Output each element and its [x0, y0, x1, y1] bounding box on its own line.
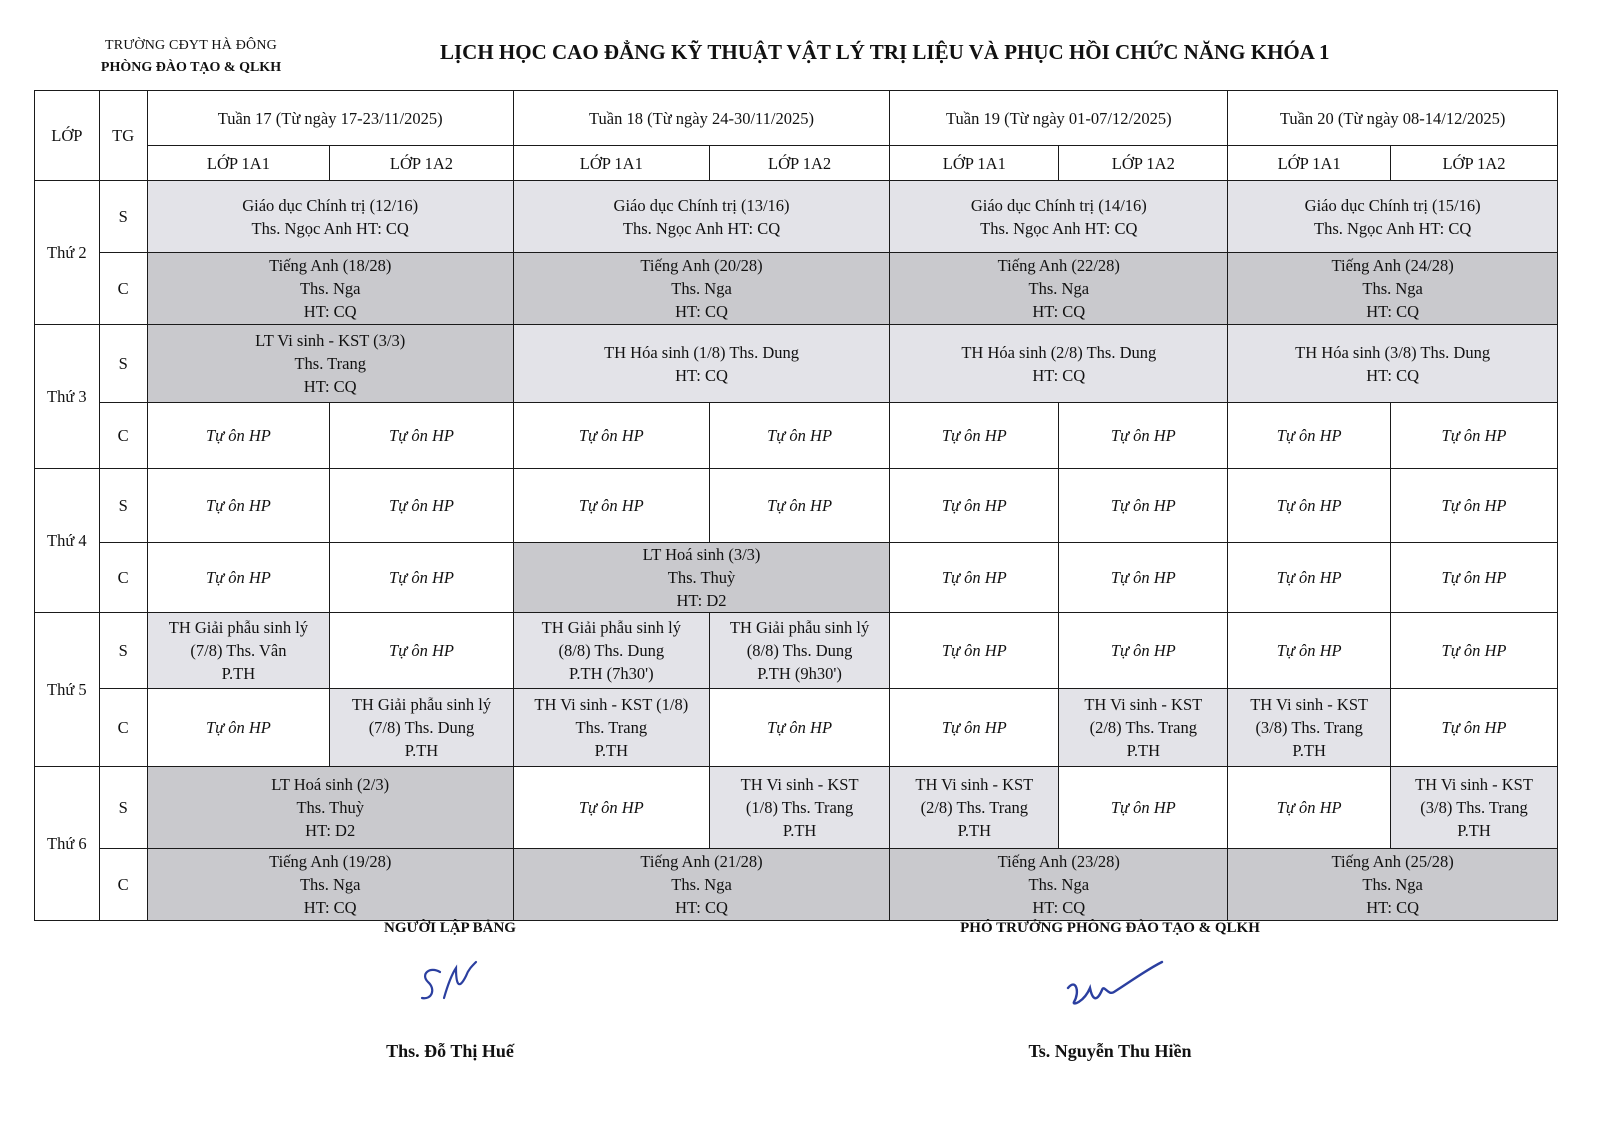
session-label: C [99, 403, 147, 469]
self-study-cell [1228, 543, 1391, 613]
cell-text-line: Ths. Trang [575, 718, 648, 737]
cell-text-line: P.TH [957, 821, 992, 840]
cell-text-line: LT Hoá sinh (3/3) [642, 545, 761, 564]
cell-text-line: TH Giải phẫu sinh lý [541, 618, 681, 637]
class-session-cell [513, 325, 890, 403]
class-session-cell [1228, 689, 1391, 767]
cell-text-line: Giáo dục Chính trị (14/16) [970, 195, 1147, 215]
class-session-cell [513, 181, 890, 253]
self-study-cell [147, 469, 330, 543]
signature-section [0, 920, 1600, 1080]
class-session-cell [890, 767, 1059, 849]
cell-text-line: Tự ôn HP [389, 496, 454, 515]
cell-text-line: Tự ôn HP [941, 496, 1007, 515]
cell-text-line: Tự ôn HP [941, 641, 1007, 660]
cell-text-line: Ths. Thuỳ [296, 798, 364, 817]
self-study-cell [1228, 767, 1391, 849]
self-study-cell [147, 689, 330, 767]
class-header: LỚP 1A2 [1391, 146, 1558, 181]
cell-text-line: Ths. Ngọc Anh HT: CQ [251, 218, 409, 238]
cell-text-line: Tự ôn HP [767, 426, 833, 445]
class-session-cell [890, 253, 1228, 325]
class-session-cell [1059, 689, 1228, 767]
self-study-cell [890, 469, 1059, 543]
day-label: Thứ 4 [35, 469, 100, 613]
cell-text-line: (3/8) Ths. Trang [1255, 718, 1363, 737]
self-study-cell [330, 543, 514, 613]
cell-text-line: (7/8) Ths. Vân [190, 641, 287, 660]
week-header: Tuần 20 (Từ ngày 08-14/12/2025) [1228, 91, 1558, 146]
cell-text-line: Ths. Nga [299, 875, 361, 894]
session-label: C [99, 689, 147, 767]
cell-text-line: Tự ôn HP [1441, 641, 1507, 660]
column-header-tg: TG [99, 91, 147, 181]
session-label: C [99, 849, 147, 921]
cell-text-line: LT Hoá sinh (2/3) [271, 775, 390, 794]
class-session-cell [709, 767, 889, 849]
self-study-cell [1059, 543, 1228, 613]
schedule-row [35, 253, 1558, 325]
preparer-name: Ths. Đỗ Thị Huế [386, 1041, 514, 1061]
class-header: LỚP 1A1 [890, 146, 1059, 181]
cell-text-line: (1/8) Ths. Trang [745, 798, 854, 817]
preparer-role: NGƯỜI LẬP BẢNG [384, 920, 516, 936]
self-study-cell [1391, 403, 1558, 469]
cell-text-line: Tiếng Anh (25/28) [1331, 852, 1454, 871]
department-name: PHÒNG ĐÀO TẠO & QLKH [100, 60, 282, 75]
cell-text-line: P.TH [782, 821, 817, 840]
self-study-cell [890, 543, 1059, 613]
cell-text-line: P.TH [404, 741, 439, 760]
self-study-cell [1059, 613, 1228, 689]
class-session-cell [147, 613, 330, 689]
schedule-row [35, 689, 1558, 767]
class-header: LỚP 1A1 [513, 146, 709, 181]
self-study-cell [330, 613, 514, 689]
cell-text-line: Tự ôn HP [389, 568, 454, 587]
cell-text-line: Ths. Nga [1028, 875, 1090, 894]
cell-text-line: P.TH (7h30') [569, 664, 654, 683]
cell-text-line: Tự ôn HP [1276, 426, 1342, 445]
session-label: S [99, 325, 147, 403]
cell-text-line: HT: CQ [1032, 898, 1086, 917]
cell-text-line: (2/8) Ths. Trang [920, 798, 1029, 817]
preparer-handwritten-signature [340, 953, 560, 1019]
cell-text-line: HT: CQ [1032, 302, 1086, 321]
self-study-cell [1391, 543, 1558, 613]
self-study-cell [709, 689, 889, 767]
schedule-row [35, 849, 1558, 921]
cell-text-line: Tự ôn HP [1276, 641, 1342, 660]
cell-text-line: Giáo dục Chính trị (15/16) [1304, 195, 1481, 215]
cell-text-line: Ths. Thuỳ [667, 568, 736, 587]
self-study-cell [709, 403, 889, 469]
cell-text-line: TH Vi sinh - KST (1/8) [534, 695, 689, 714]
day-label: Thứ 2 [35, 181, 100, 325]
cell-text-line: Tự ôn HP [205, 718, 271, 737]
cell-text-line: Tự ôn HP [205, 568, 271, 587]
cell-text-line: P.TH (9h30') [757, 664, 842, 683]
cell-text-line: Tự ôn HP [767, 496, 833, 515]
self-study-cell [890, 403, 1059, 469]
class-session-cell [513, 689, 709, 767]
cell-text-line: Tự ôn HP [1110, 496, 1176, 515]
cell-text-line: Ths. Nga [671, 279, 732, 298]
cell-text-line: TH Vi sinh - KST [1084, 695, 1203, 714]
cell-text-line: HT: CQ [303, 898, 357, 917]
cell-text-line: (7/8) Ths. Dung [368, 718, 475, 737]
schedule-row [35, 767, 1558, 849]
approver-role: PHÓ TRƯỞNG PHÒNG ĐÀO TẠO & QLKH [960, 920, 1260, 936]
self-study-cell [890, 613, 1059, 689]
self-study-cell [330, 403, 514, 469]
cell-text-line: TH Giải phẫu sinh lý [729, 618, 870, 637]
cell-text-line: Ths. Nga [671, 875, 732, 894]
cell-text-line: HT: CQ [303, 302, 357, 321]
class-session-cell [709, 613, 889, 689]
session-label: C [99, 253, 147, 325]
cell-text-line: HT: CQ [1366, 302, 1420, 321]
session-label: S [99, 181, 147, 253]
cell-text-line: HT: D2 [676, 591, 727, 610]
class-session-cell [147, 181, 513, 253]
schedule-row [35, 403, 1558, 469]
self-study-cell [513, 767, 709, 849]
class-header: LỚP 1A2 [1059, 146, 1228, 181]
cell-text-line: Tự ôn HP [1110, 798, 1176, 817]
cell-text-line: (3/8) Ths. Trang [1420, 798, 1528, 817]
week-header: Tuần 19 (Từ ngày 01-07/12/2025) [890, 91, 1228, 146]
cell-text-line: Tự ôn HP [578, 496, 644, 515]
schedule-row [35, 613, 1558, 689]
class-session-cell [147, 253, 513, 325]
document-title: LỊCH HỌC CAO ĐẲNG KỸ THUẬT VẬT LÝ TRỊ LIỆU VÀ PHỤC HỒI CHỨC NĂNG KHÓA 1 [440, 40, 1330, 64]
column-header-lop: LỚP [35, 91, 100, 181]
cell-text-line: Tự ôn HP [1276, 798, 1342, 817]
schedule-table [34, 90, 1558, 921]
class-header: LỚP 1A2 [330, 146, 514, 181]
cell-text-line: Tiếng Anh (18/28) [269, 256, 392, 275]
cell-text-line: (8/8) Ths. Dung [746, 641, 853, 660]
cell-text-line: P.TH [1292, 741, 1326, 760]
session-label: C [99, 543, 147, 613]
cell-text-line: P.TH [221, 664, 256, 683]
cell-text-line: Tự ôn HP [941, 426, 1007, 445]
self-study-cell [1059, 403, 1228, 469]
schedule-body [35, 181, 1558, 921]
class-session-cell [1228, 253, 1558, 325]
cell-text-line: TH Vi sinh - KST [1250, 695, 1369, 714]
cell-text-line: Ths. Ngọc Anh HT: CQ [1313, 218, 1472, 238]
cell-text-line: TH Vi sinh - KST [915, 775, 1034, 794]
cell-text-line: Tiếng Anh (23/28) [997, 852, 1120, 871]
cell-text-line: Ths. Nga [1362, 279, 1423, 298]
cell-text-line: Tự ôn HP [1441, 568, 1507, 587]
cell-text-line: (2/8) Ths. Trang [1089, 718, 1197, 737]
cell-text-line: Ths. Ngọc Anh HT: CQ [622, 218, 781, 238]
session-label: S [99, 469, 147, 543]
schedule-row [35, 181, 1558, 253]
cell-text-line: TH Vi sinh - KST [1415, 775, 1533, 794]
cell-text-line: Ths. Ngọc Anh HT: CQ [980, 218, 1138, 238]
cell-text-line: Tự ôn HP [1441, 496, 1507, 515]
self-study-cell [513, 403, 709, 469]
school-name: TRƯỜNG CĐYT HÀ ĐÔNG [105, 38, 277, 53]
cell-text-line: Ths. Nga [1028, 279, 1090, 298]
self-study-cell [709, 469, 889, 543]
class-session-cell [147, 325, 513, 403]
cell-text-line: Tiếng Anh (19/28) [269, 852, 392, 871]
week-header: Tuần 18 (Từ ngày 24-30/11/2025) [513, 91, 890, 146]
approver-signature-block [930, 920, 1290, 1062]
cell-text-line: TH Vi sinh - KST [740, 775, 859, 794]
cell-text-line: Tự ôn HP [1110, 568, 1176, 587]
class-session-cell [513, 543, 890, 613]
cell-text-line: P.TH [1126, 741, 1161, 760]
cell-text-line: HT: CQ [675, 302, 728, 321]
approver-name: Ts. Nguyễn Thu Hiền [1028, 1041, 1192, 1061]
self-study-cell [890, 689, 1059, 767]
day-label: Thứ 6 [35, 767, 100, 921]
class-session-cell [513, 613, 709, 689]
class-session-cell [147, 849, 513, 921]
cell-text-line: Ths. Nga [299, 279, 361, 298]
cell-text-line: TH Hóa sinh (3/8) Ths. Dung [1295, 342, 1491, 362]
cell-text-line: Tự ôn HP [578, 798, 644, 817]
cell-text-line: Tự ôn HP [1441, 426, 1507, 445]
cell-text-line: HT: CQ [303, 377, 357, 396]
session-label: S [99, 767, 147, 849]
class-session-cell [147, 767, 513, 849]
self-study-cell [1059, 767, 1228, 849]
cell-text-line: Giáo dục Chính trị (12/16) [242, 195, 419, 215]
cell-text-line: TH Giải phẫu sinh lý [351, 695, 492, 714]
approver-handwritten-signature [930, 953, 1290, 1019]
cell-text-line: Tự ôn HP [578, 426, 644, 445]
class-session-cell [1228, 181, 1558, 253]
cell-text-line: (8/8) Ths. Dung [558, 641, 665, 660]
schedule-row [35, 543, 1558, 613]
schedule-row [35, 325, 1558, 403]
class-session-cell [890, 325, 1228, 403]
cell-text-line: HT: CQ [1366, 898, 1420, 917]
cell-text-line: Tự ôn HP [205, 496, 271, 515]
cell-text-line: Tiếng Anh (21/28) [640, 852, 763, 871]
cell-text-line: P.TH [594, 741, 629, 760]
cell-text-line: Tiếng Anh (20/28) [640, 256, 763, 275]
self-study-cell [1228, 469, 1391, 543]
session-label: S [99, 613, 147, 689]
class-header: LỚP 1A1 [1228, 146, 1391, 181]
self-study-cell [1228, 403, 1391, 469]
self-study-cell [1391, 469, 1558, 543]
cell-text-line: Tiếng Anh (22/28) [997, 256, 1120, 275]
cell-text-line: TH Hóa sinh (2/8) Ths. Dung [961, 342, 1157, 362]
self-study-cell [330, 469, 514, 543]
self-study-cell [147, 543, 330, 613]
class-session-cell [1228, 849, 1558, 921]
cell-text-line: Tự ôn HP [389, 426, 454, 445]
signature-scribble-icon [410, 958, 490, 1014]
cell-text-line: HT: CQ [675, 898, 728, 917]
cell-text-line: Tự ôn HP [1441, 718, 1507, 737]
self-study-cell [513, 469, 709, 543]
class-session-cell [1391, 767, 1558, 849]
schedule-header [35, 91, 1558, 181]
cell-text-line: Tự ôn HP [205, 426, 271, 445]
cell-text-line: HT: CQ [1366, 365, 1420, 385]
self-study-cell [1228, 613, 1391, 689]
cell-text-line: Ths. Trang [294, 354, 366, 373]
cell-text-line: P.TH [1457, 821, 1491, 840]
cell-text-line: Tự ôn HP [1276, 496, 1342, 515]
class-session-cell [890, 181, 1228, 253]
class-header-row [35, 146, 1558, 181]
cell-text-line: Tự ôn HP [1110, 426, 1176, 445]
institution-header [86, 38, 296, 76]
class-session-cell [1228, 325, 1558, 403]
cell-text-line: Ths. Nga [1362, 875, 1423, 894]
class-session-cell [513, 849, 890, 921]
class-session-cell [513, 253, 890, 325]
self-study-cell [1059, 469, 1228, 543]
cell-text-line: Tự ôn HP [389, 641, 454, 660]
week-header: Tuần 17 (Từ ngày 17-23/11/2025) [147, 91, 513, 146]
class-session-cell [890, 849, 1228, 921]
day-label: Thứ 5 [35, 613, 100, 767]
cell-text-line: LT Vi sinh - KST (3/3) [255, 331, 406, 350]
signature-scribble-icon [1050, 958, 1170, 1014]
cell-text-line: TH Hóa sinh (1/8) Ths. Dung [604, 342, 799, 362]
cell-text-line: HT: D2 [305, 821, 356, 840]
self-study-cell [1391, 613, 1558, 689]
schedule-row [35, 469, 1558, 543]
cell-text-line: Tự ôn HP [767, 718, 833, 737]
cell-text-line: Tiếng Anh (24/28) [1331, 256, 1454, 275]
class-header: LỚP 1A1 [147, 146, 330, 181]
cell-text-line: TH Giải phẫu sinh lý [168, 618, 309, 637]
self-study-cell [147, 403, 330, 469]
cell-text-line: Tự ôn HP [941, 568, 1007, 587]
cell-text-line: Tự ôn HP [941, 718, 1007, 737]
cell-text-line: Tự ôn HP [1110, 641, 1176, 660]
cell-text-line: Giáo dục Chính trị (13/16) [613, 195, 790, 215]
cell-text-line: HT: CQ [1032, 365, 1086, 385]
cell-text-line: Tự ôn HP [1276, 568, 1342, 587]
class-session-cell [330, 689, 514, 767]
cell-text-line: HT: CQ [675, 365, 728, 385]
week-header-row [35, 91, 1558, 146]
preparer-signature-block [340, 920, 560, 1062]
self-study-cell [1391, 689, 1558, 767]
day-label: Thứ 3 [35, 325, 100, 469]
class-header: LỚP 1A2 [709, 146, 889, 181]
